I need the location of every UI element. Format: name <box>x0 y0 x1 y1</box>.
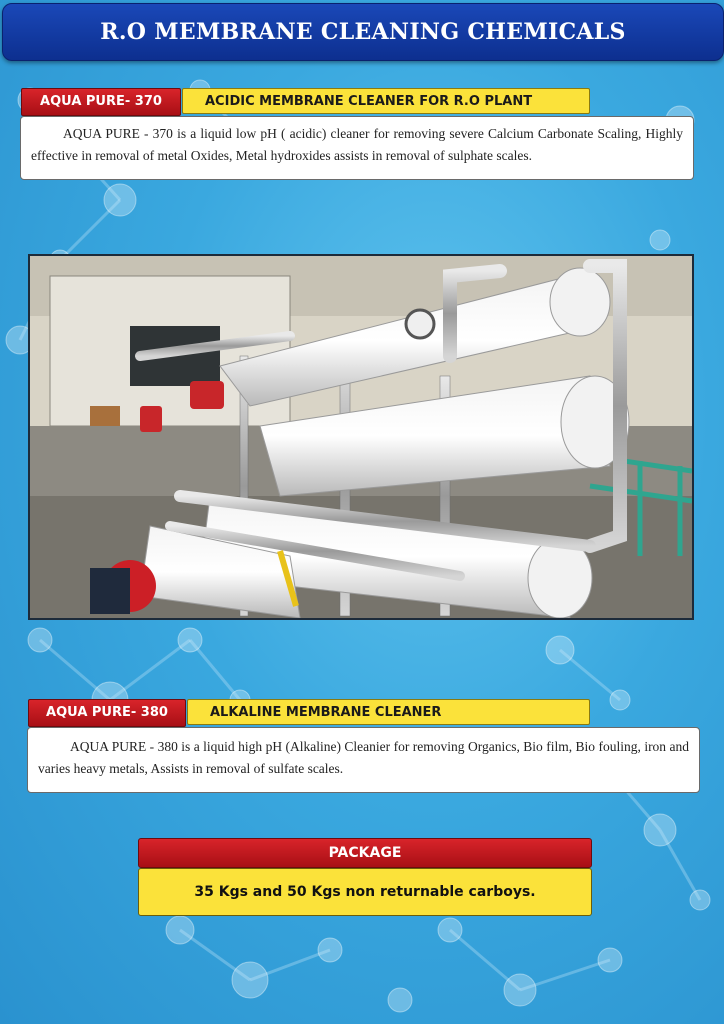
product-code-380: AQUA PURE- 380 <box>28 699 186 727</box>
product-name-380: ALKALINE MEMBRANE CLEANER <box>187 699 590 725</box>
page-title: R.O MEMBRANE CLEANING CHEMICALS <box>2 3 724 61</box>
ro-plant-photo <box>28 254 694 620</box>
product-code-370: AQUA PURE- 370 <box>21 88 181 116</box>
product-description-380: AQUA PURE - 380 is a liquid high pH (Alkaline) Cleanier for removing Organics, Bio film, Bio fouling, iron and varies heavy metals, Assists in removal of sulfate scales. <box>27 727 700 793</box>
package-heading: PACKAGE <box>138 838 592 868</box>
product-description-370: AQUA PURE - 370 is a liquid low pH ( acidic) cleaner for removing severe Calcium Carbonate Scaling, Highly effective in removal of metal Oxides, Metal hydroxides assists in removal of sulphate scales. <box>20 116 694 180</box>
product-name-370: ACIDIC MEMBRANE CLEANER FOR R.O PLANT <box>182 88 590 114</box>
package-details: 35 Kgs and 50 Kgs non returnable carboys. <box>138 868 592 916</box>
